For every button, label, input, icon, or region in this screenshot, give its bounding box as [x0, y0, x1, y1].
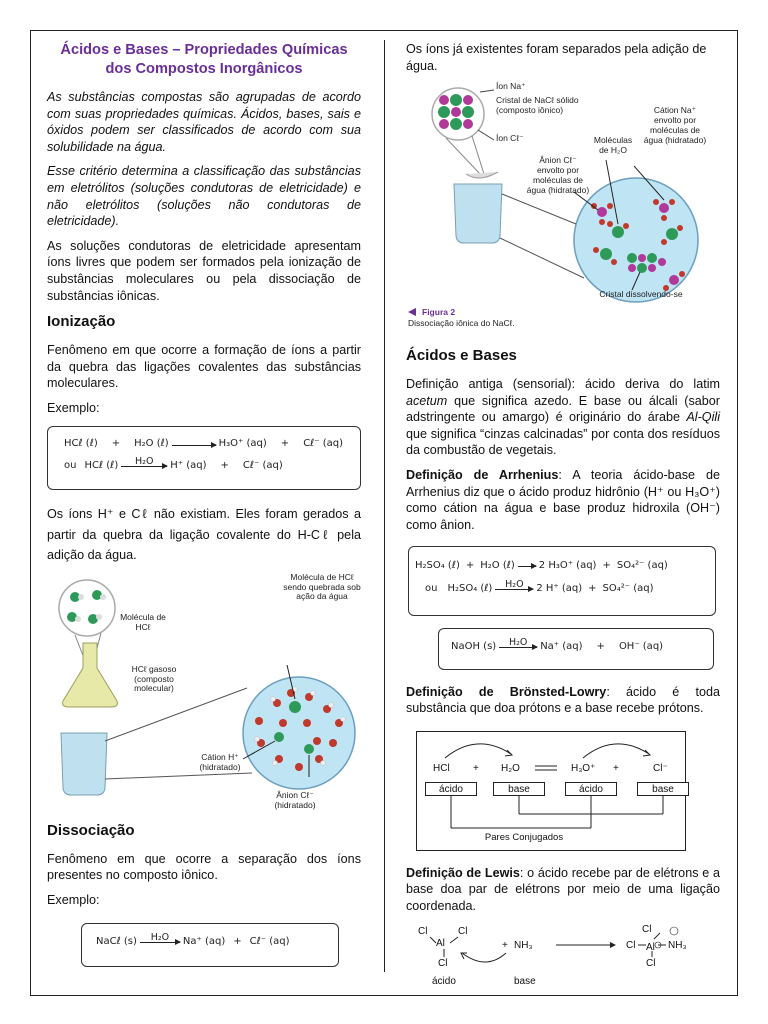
equation-hcl-dissociation: [64, 457, 348, 473]
lewis-al: Al: [436, 937, 445, 949]
reaction-arrow: [518, 566, 536, 572]
dissociacao-equation-box: [81, 923, 339, 967]
label-ion-cl: Íon Cℓ⁻: [496, 133, 524, 144]
reaction-arrow: H₂O: [140, 933, 180, 949]
eq-plus: +: [602, 559, 611, 571]
ionizacao-text: Fenômeno em que ocorre a formação de íons a partir da quebra das ligações covalentes das substâncias moleculares.: [47, 343, 361, 391]
right-column: [406, 41, 720, 991]
bl-cl: Cl⁻: [653, 762, 668, 774]
eq-reagent: H₂SO₄ (ℓ): [447, 583, 493, 594]
eq-or: ou: [425, 583, 438, 594]
eq-product: Cℓ⁻ (aq): [242, 459, 283, 471]
definicao-lewis: Definição de Lewis: o ácido recebe par de elétrons e a base doa par de elétrons por meio de uma ligação coordenada.: [406, 865, 720, 913]
definicao-bronsted: Definição de Brönsted-Lowry: ácido é toda substância que doa prótons e a base recebe prótons.: [406, 684, 720, 716]
beaker-icon: [454, 184, 502, 243]
dissociacao-text: Fenômeno em que ocorre a separação dos íons presentes no composto iônico.: [47, 851, 361, 883]
label-cristal-dissolvendo: Cristal dissolvendo-se: [599, 289, 683, 300]
bl-label-acido: ácido: [565, 782, 617, 796]
eq-plus: +: [111, 438, 121, 450]
eq-product: Cℓ⁻ (aq): [249, 935, 290, 947]
lewis-nh3: NH₃: [514, 939, 533, 951]
lewis-product-nh3: NH₃: [668, 939, 687, 951]
eq-reagent: NaOH (s): [451, 640, 497, 652]
reaction-arrow: H₂O: [121, 457, 167, 473]
reaction-arrow: H₂O: [495, 580, 533, 596]
column-divider: [384, 40, 385, 972]
bl-h2o: H₂O: [501, 762, 520, 774]
eq-reagent: NaCℓ (s): [96, 935, 137, 947]
eq-product: H⁺ (aq): [170, 459, 207, 471]
lewis-label-base: base: [514, 975, 536, 987]
eq-reagent: H₂O (ℓ): [480, 559, 515, 571]
eq-reagent: H₂SO₄ (ℓ): [415, 559, 460, 571]
beaker-icon: [61, 733, 107, 795]
ionizacao-after-text: Os íons H⁺ e Cℓ não existiam. Eles foram gerados a partir da quebra da ligação covalente do H-Cℓ pela adição da água.: [47, 507, 361, 562]
lewis-product-al: Al: [646, 941, 655, 953]
label-molecula-hcl: Molécula de HCℓ: [120, 611, 166, 632]
eq-product: Cℓ⁻ (aq): [303, 438, 344, 450]
eq-or: ou: [64, 459, 77, 471]
lewis-cl: Cl: [458, 925, 468, 937]
eq-reagent: HCℓ (ℓ): [84, 459, 119, 471]
label-ion-na: Íon Na⁺: [496, 81, 526, 92]
nacl-crystal-lattice: [438, 94, 474, 130]
label-hcl-gasoso: HCℓ gasoso (composto molecular): [131, 663, 177, 694]
bl-hcl: HCl: [433, 762, 450, 774]
eq-plus: +: [596, 640, 605, 652]
equation-h2so4-dissociation: [415, 580, 715, 596]
hcl-gas-zoom-circle: [59, 580, 115, 636]
eq-plus: +: [220, 459, 229, 471]
bl-h3o: H₃O⁺: [571, 762, 596, 774]
lewis-diagram: [406, 923, 706, 991]
eq-plus: +: [588, 583, 597, 594]
nacl-dissociation-figure: [406, 82, 720, 328]
intro-paragraph-1: As substâncias compostas são agrupadas de acordo com suas propriedades químicas. Ácidos, bases, sais e óxidos podem ser classificados de acordo com sua solubilidade na água.: [47, 89, 361, 154]
left-column: [47, 41, 361, 967]
lewis-label-acido: ácido: [432, 975, 456, 987]
label-cation-na: Cátion Na⁺ envolto por moléculas de água (hidratado): [643, 105, 707, 145]
definicao-arrhenius: Definição de Arrhenius: A teoria ácido-base de Arrhenius diz que o ácido produz hidrônio (H⁺ ou H₃O⁺) como cátion na água e base produz hidroxila (OH⁻) como ânion.: [406, 468, 720, 532]
acidos-bases-heading: Ácidos e Bases: [406, 347, 517, 365]
ionizacao-exemplo: Exemplo:: [47, 400, 100, 415]
ionizacao-equation-box: [47, 426, 361, 490]
figure2-caption-text: Dissociação iônica do NaCℓ.: [408, 318, 515, 329]
spoon-icon: [466, 172, 498, 178]
arrhenius-acid-equation-box: [408, 546, 716, 616]
label-anion-cl-hydrated: Ânion Cℓ⁻ envolto por moléculas de água (hidratado): [526, 155, 590, 195]
figure2-caption-title: Figura 2: [422, 307, 456, 318]
flask-icon: [63, 643, 118, 707]
lewis-plus: +: [502, 939, 508, 951]
eq-product: 2 H⁺ (aq): [536, 583, 583, 594]
hcl-illustration: [47, 573, 361, 819]
chloride-ion: [304, 744, 314, 754]
eq-product: 2 H₃O⁺ (aq): [538, 559, 597, 571]
lewis-product-cl: Cl: [646, 957, 656, 969]
equation-h2so4-water: [415, 559, 715, 572]
lewis-product-cl: Cl: [626, 939, 636, 951]
eq-product: H₃O⁺ (aq): [218, 438, 267, 450]
intro-paragraph-3: As soluções condutoras de eletricidade apresentam íons livres que podem ser formados pela ionização de substâncias moleculares ou pela dissociação de substâncias iônicas.: [47, 238, 361, 303]
eq-plus: +: [465, 559, 475, 571]
page-title: Ácidos e Bases – Propriedades Químicas dos Compostos Inorgânicos: [60, 42, 348, 77]
equation-naoh: [451, 638, 713, 654]
right-intro: Os íons já existentes foram separados pela adição de água.: [406, 42, 707, 73]
eq-product: SO₄²⁻ (aq): [602, 583, 654, 594]
bl-label-base: base: [493, 782, 545, 796]
lewis-cl: Cl: [438, 957, 448, 969]
dissociacao-heading: Dissociação: [47, 821, 135, 839]
bl-pares-conjugados: Pares Conjugados: [484, 831, 564, 843]
label-anion-cl: Ânion Cℓ⁻ (hidratado): [274, 789, 316, 810]
bl-label-base: base: [637, 782, 689, 796]
solution-zoom-circle: [243, 677, 355, 789]
dissociacao-exemplo: Exemplo:: [47, 892, 100, 907]
definicao-antiga: Definição antiga (sensorial): ácido deriva do latim acetum que significa azedo. E base ou álcali (sabor adstringente ou amargo) é originário do árabe Al-Qili que significa “cinzas calcinadas” por conta dos resíduos da combustão de vegetais.: [406, 377, 720, 458]
chloride-ion: [274, 732, 284, 742]
solution-zoom-circle: [574, 178, 698, 302]
eq-product: Na⁺ (aq): [540, 640, 583, 652]
arrhenius-base-equation-box: [438, 628, 714, 670]
lewis-cl: Cl: [418, 925, 428, 937]
intro-paragraph-2: Esse critério determina a classificação das substâncias em eletrólitos (soluções condutoras de eletricidade) e não eletrólitos (soluções não condutoras de eletricidade).: [47, 164, 361, 229]
bl-label-acido: ácido: [425, 782, 477, 796]
reaction-arrow: [172, 445, 216, 451]
chloride-ion: [289, 701, 301, 713]
eq-reagent: H₂O (ℓ): [134, 438, 169, 450]
bronsted-lowry-diagram: [416, 731, 686, 851]
equation-nacl: [96, 933, 338, 949]
eq-product: SO₄²⁻ (aq): [616, 559, 668, 571]
label-molecula-quebrada: Molécula de HCℓ sendo quebrada sob ação da água: [283, 571, 361, 602]
bl-plus: +: [613, 762, 619, 774]
eq-plus: +: [233, 935, 242, 947]
ionizacao-heading: Ionização: [47, 313, 116, 331]
label-cation-h: Cátion H⁺ (hidratado): [199, 751, 241, 772]
label-moleculas-h2o: Moléculas de H₂O: [593, 135, 633, 155]
hcl-ionization-figure: [47, 573, 361, 819]
eq-product: OH⁻ (aq): [618, 640, 664, 652]
eq-plus: +: [280, 438, 290, 450]
label-cristal-nacl: Cristal de NaCℓ sólido (composto iônico): [496, 95, 579, 115]
bl-plus: +: [473, 762, 479, 774]
equation-hcl-water: [64, 437, 348, 450]
eq-product: Na⁺ (aq): [182, 935, 226, 947]
lewis-product-cl: Cl: [642, 923, 652, 935]
reaction-arrow: H₂O: [499, 638, 537, 654]
eq-reagent: HCℓ (ℓ): [64, 438, 98, 450]
